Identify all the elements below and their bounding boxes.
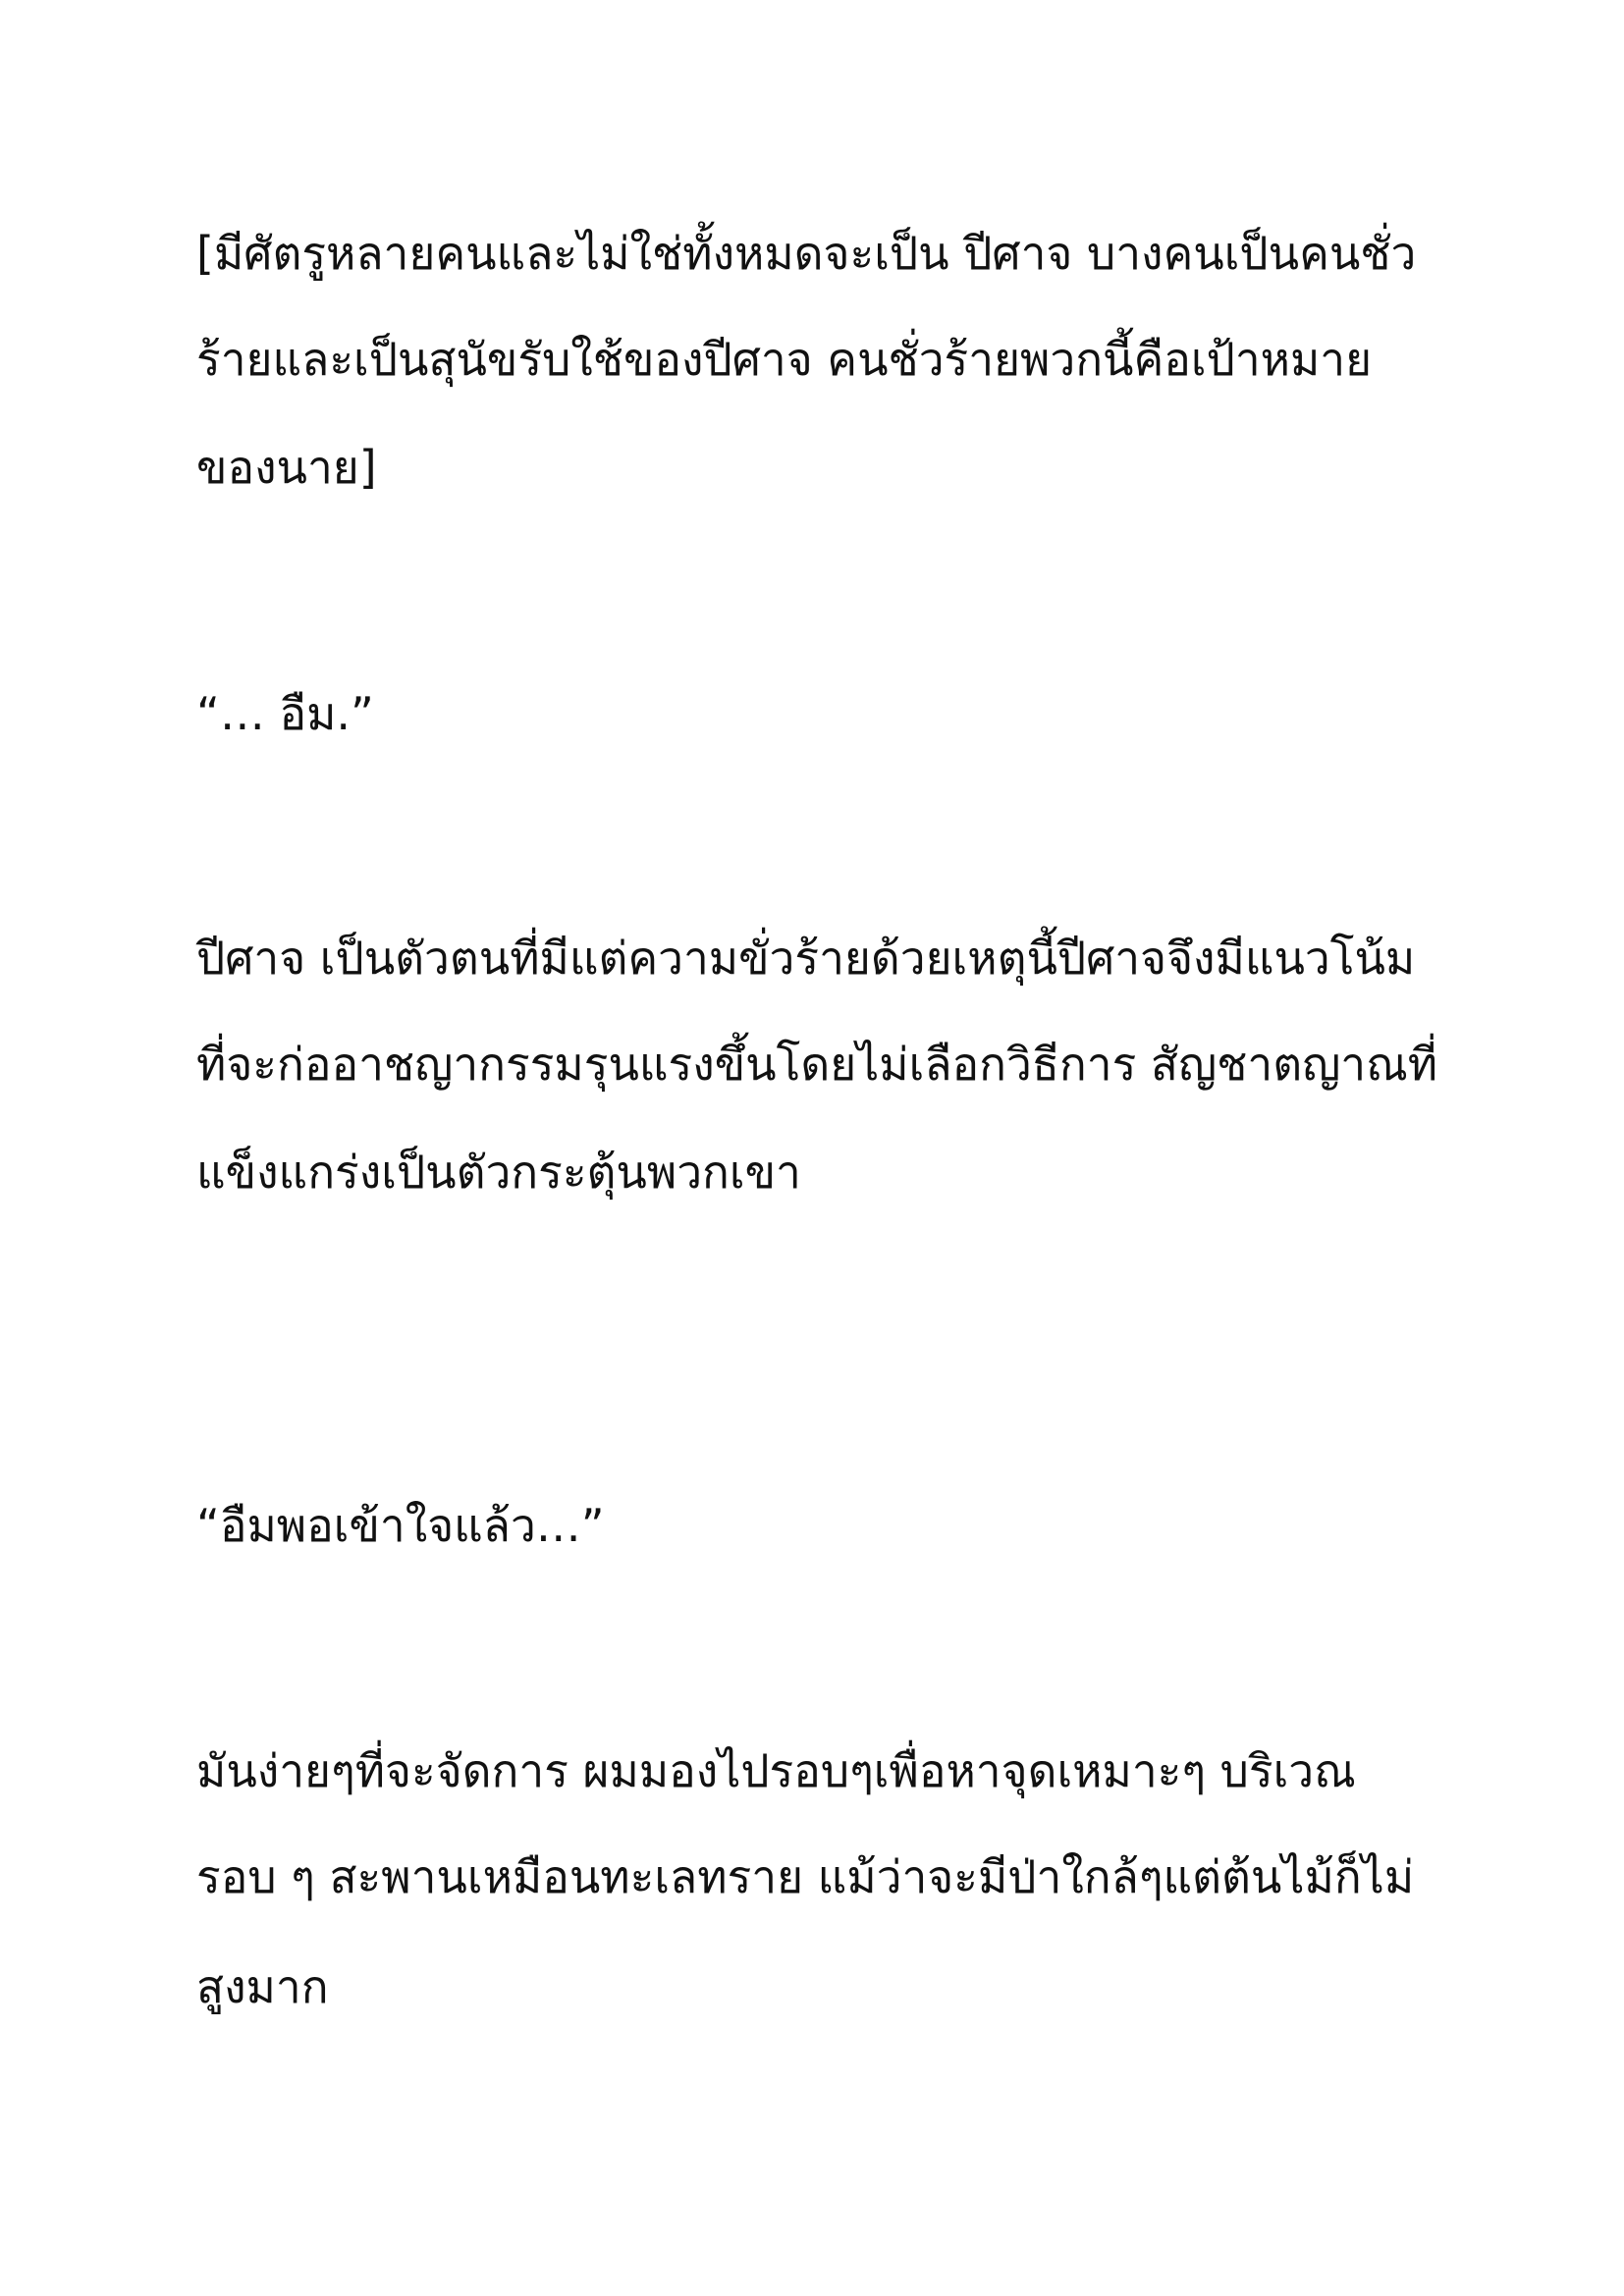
paragraph-1-line-3: ของนาย] [196,441,377,494]
paragraph-5-line-2: รอบ ๆ สะพานเหมือนทะเลทราย แม้ว่าจะมีป่าใกล้ๆแต่ต้นไม้ก็ไม่ [196,1850,1415,1903]
paragraph-1-line-2: ร้ายและเป็นสุนัขรับใช้ของปีศาจ คนชั่วร้ายพวกนี้คือเป้าหมาย [196,333,1373,386]
paragraph-5-line-1: มันง่ายๆที่จะจัดการ ผมมองไปรอบๆเพื่อหาจุดเหมาะๆ บริเวณ [196,1744,1356,1797]
dialogue-line-1: “… อืม.” [196,687,374,740]
paragraph-1-line-1: [มีศัตรูหลายคนและไม่ใช่ทั้งหมดจะเป็น ปีศาจ บางคนเป็นคนชั่ว [196,227,1417,280]
paragraph-3-line-2: ที่จะก่ออาชญากรรมรุนแรงขึ้นโดยไม่เลือกวิธีการ สัญชาตญาณที่ [196,1038,1438,1091]
paragraph-3-line-1: ปีศาจ เป็นตัวตนที่มีแต่ความขั่วร้ายด้วยเหตุนี้ปีศาจจึงมีแนวโน้ม [196,932,1416,985]
paragraph-5-line-3: สูงมาก [196,1960,329,2013]
paragraph-3-line-3: แข็งแกร่งเป็นตัวกระตุ้นพวกเขา [196,1146,801,1199]
dialogue-line-2: “อืมพอเข้าใจแล้ว…” [196,1499,605,1552]
